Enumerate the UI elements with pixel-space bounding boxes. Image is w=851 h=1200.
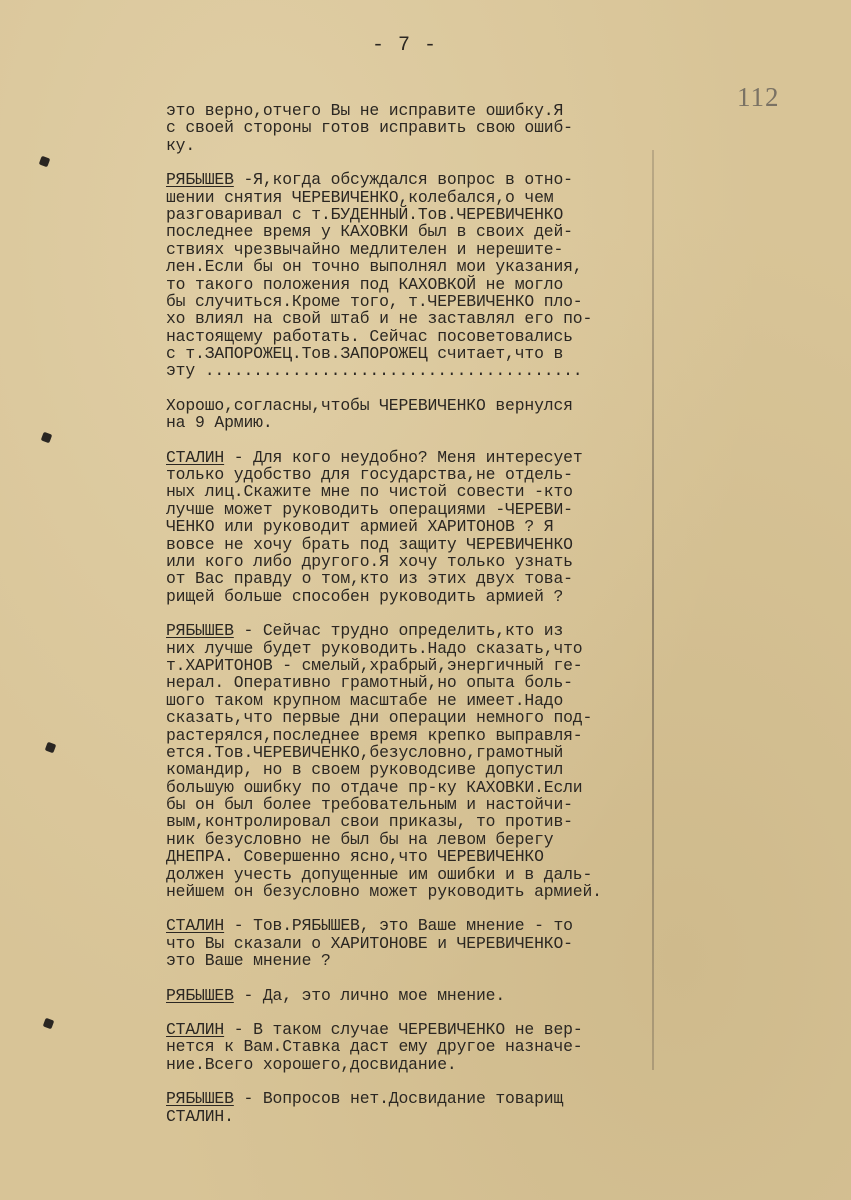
text-line — [166, 102, 656, 119]
line-text: них лучше будет руководить.Надо сказать,что — [166, 638, 583, 658]
line-text: шении снятия ЧЕРЕВИЧЕНКО,колебался,о чем — [166, 187, 554, 207]
speaker-name: РЯБЫШЕВ — [166, 621, 234, 641]
line-text: то такого положения под КАХОВКОЙ не могло — [166, 274, 564, 294]
text-line — [166, 345, 656, 362]
line-text: на 9 Армию. — [166, 413, 273, 433]
text-line — [166, 1021, 656, 1038]
line-text: разговаривал с т.БУДЕННЫЙ.Тов.ЧЕРЕВИЧЕНКО — [166, 204, 564, 224]
text-line — [166, 189, 656, 206]
transcript-body — [166, 102, 656, 1142]
line-text: - Для кого неудобно? Меня интересует — [224, 447, 583, 467]
line-text: СТАЛИН. — [166, 1106, 234, 1126]
text-line — [166, 258, 656, 275]
text-line — [166, 570, 656, 587]
text-line — [166, 692, 656, 709]
text-line — [166, 171, 656, 188]
text-line — [166, 744, 656, 761]
line-text: ется.Тов.ЧЕРЕВИЧЕНКО,безусловно,грамотный — [166, 742, 564, 762]
line-text: ЧЕНКО или руководит армией ХАРИТОНОВ ? Я — [166, 517, 554, 537]
text-line — [166, 917, 656, 934]
line-text: должен учесть допущенные им ошибки и в даль- — [166, 864, 593, 884]
line-text: ных лиц.Скажите мне по чистой совести -кто — [166, 482, 573, 502]
text-paragraph — [166, 102, 656, 154]
text-line — [166, 466, 656, 483]
archive-sheet-number: 112 — [737, 82, 780, 112]
text-line — [166, 553, 656, 570]
text-line — [166, 362, 656, 379]
line-text: что Вы сказали о ХАРИТОНОВЕ и ЧЕРЕВИЧЕНКО- — [166, 933, 573, 953]
line-text: это Ваше мнение ? — [166, 951, 331, 971]
text-line — [166, 622, 656, 639]
speaker-paragraph — [166, 917, 656, 969]
line-text: бы случиться.Кроме того, т.ЧЕРЕВИЧЕНКО пло- — [166, 291, 583, 311]
line-text: - В таком случае ЧЕРЕВИЧЕНКО не вер- — [224, 1019, 583, 1039]
speaker-name: СТАЛИН — [166, 1019, 225, 1039]
speaker-paragraph — [166, 1021, 656, 1073]
text-line — [166, 241, 656, 258]
line-text: нерал. Оперативно грамотный,но опыта боль- — [166, 673, 573, 693]
line-text: -Я,когда обсуждался вопрос в отно- — [233, 170, 573, 190]
speaker-paragraph — [166, 622, 656, 900]
line-text: от Вас правду о том,кто из этих двух това- — [166, 569, 573, 589]
text-line — [166, 1056, 656, 1073]
speaker-name: РЯБЫШЕВ — [166, 170, 234, 190]
text-line — [166, 414, 656, 431]
line-text: нейшем он безусловно может руководить армией. — [166, 882, 602, 902]
text-line — [166, 952, 656, 969]
punch-hole — [39, 156, 51, 168]
text-line — [166, 640, 656, 657]
text-line — [166, 223, 656, 240]
text-line — [166, 727, 656, 744]
line-text: вовсе не хочу брать под защиту ЧЕРЕВИЧЕНКО — [166, 534, 573, 554]
text-line — [166, 310, 656, 327]
line-text: или кого либо другого.Я хочу только узнать — [166, 551, 573, 571]
line-text: ДНЕПРА. Совершенно ясно,что ЧЕРЕВИЧЕНКО — [166, 847, 544, 867]
text-line — [166, 813, 656, 830]
line-text: большую ошибку по отдаче пр-ку КАХОВКИ.Если — [166, 777, 583, 797]
line-text: шого таком крупном масштабе не имеет.Надо — [166, 690, 564, 710]
line-text: эту ....................................... — [166, 361, 583, 381]
line-text: растерялся,последнее время крепко выправля- — [166, 725, 583, 745]
speaker-name: РЯБЫШЕВ — [166, 1089, 234, 1109]
line-text: с своей стороны готов исправить свою ошиб- — [166, 118, 573, 138]
line-text: - Да, это лично мое мнение. — [233, 985, 506, 1005]
page-number: - 7 - — [372, 34, 438, 57]
line-text: хо влиял на свой штаб и не заставлял его по- — [166, 309, 593, 329]
text-line — [166, 883, 656, 900]
text-line — [166, 657, 656, 674]
text-line — [166, 119, 656, 136]
line-text: рищей больше способен руководить армией ? — [166, 586, 564, 606]
line-text: - Сейчас трудно определить,кто из — [233, 621, 564, 641]
line-text: лучше может руководить операциями -ЧЕРЕВИ- — [166, 499, 573, 519]
line-text: - Тов.РЯБЫШЕВ, это Ваше мнение - то — [224, 916, 573, 936]
text-line — [166, 935, 656, 952]
line-text: вым,контролировал свои приказы, то против- — [166, 812, 573, 832]
line-text: командир, но в своем руководсиве допустил — [166, 760, 564, 780]
punch-hole — [45, 742, 57, 754]
text-line — [166, 866, 656, 883]
speaker-paragraph — [166, 171, 656, 380]
line-text: т.ХАРИТОНОВ - смелый,храбрый,энергичный ге- — [166, 655, 583, 675]
text-line — [166, 1038, 656, 1055]
text-line — [166, 397, 656, 414]
line-text: ние.Всего хорошего,досвидание. — [166, 1054, 457, 1074]
text-line — [166, 1108, 656, 1125]
speaker-name: СТАЛИН — [166, 916, 225, 936]
text-line — [166, 449, 656, 466]
line-text: нется к Вам.Ставка даст ему другое назначе- — [166, 1037, 583, 1057]
line-text: лен.Если бы он точно выполнял мои указания, — [166, 257, 583, 277]
text-line — [166, 293, 656, 310]
line-text: ку. — [166, 135, 196, 155]
text-line — [166, 276, 656, 293]
text-line — [166, 518, 656, 535]
line-text: только удобство для государства,не отдель- — [166, 465, 573, 485]
text-line — [166, 1090, 656, 1107]
line-text: Хорошо,согласны,чтобы ЧЕРЕВИЧЕНКО вернулся — [166, 395, 573, 415]
text-line — [166, 674, 656, 691]
text-line — [166, 483, 656, 500]
text-line — [166, 848, 656, 865]
speaker-paragraph — [166, 987, 656, 1004]
text-line — [166, 137, 656, 154]
line-text: ник безусловно не был бы на левом берегу — [166, 829, 554, 849]
punch-hole — [41, 432, 53, 444]
line-text: это верно,отчего Вы не исправите ошибку.Я — [166, 101, 564, 120]
text-line — [166, 206, 656, 223]
line-text: с т.ЗАПОРОЖЕЦ.Тов.ЗАПОРОЖЕЦ считает,что в — [166, 344, 564, 364]
line-text: последнее время у КАХОВКИ был в своих дей- — [166, 222, 573, 242]
text-line — [166, 987, 656, 1004]
punch-hole — [43, 1018, 55, 1030]
speaker-name: СТАЛИН — [166, 447, 225, 467]
speaker-paragraph — [166, 449, 656, 606]
text-line — [166, 796, 656, 813]
text-line — [166, 588, 656, 605]
text-line — [166, 761, 656, 778]
line-text: настоящему работать. Сейчас посоветовались — [166, 326, 573, 346]
speaker-paragraph — [166, 1090, 656, 1125]
text-paragraph — [166, 397, 656, 432]
text-line — [166, 779, 656, 796]
line-text: - Вопросов нет.Досвидание товарищ — [233, 1089, 564, 1109]
text-line — [166, 536, 656, 553]
line-text: ствиях чрезвычайно медлителен и нерешите- — [166, 239, 564, 259]
line-text: сказать,что первые дни операции немного под- — [166, 708, 593, 728]
text-line — [166, 709, 656, 726]
text-line — [166, 501, 656, 518]
text-line — [166, 831, 656, 848]
speaker-name: РЯБЫШЕВ — [166, 985, 234, 1005]
line-text: бы он был более требовательным и настойчи- — [166, 795, 573, 815]
text-line — [166, 328, 656, 345]
